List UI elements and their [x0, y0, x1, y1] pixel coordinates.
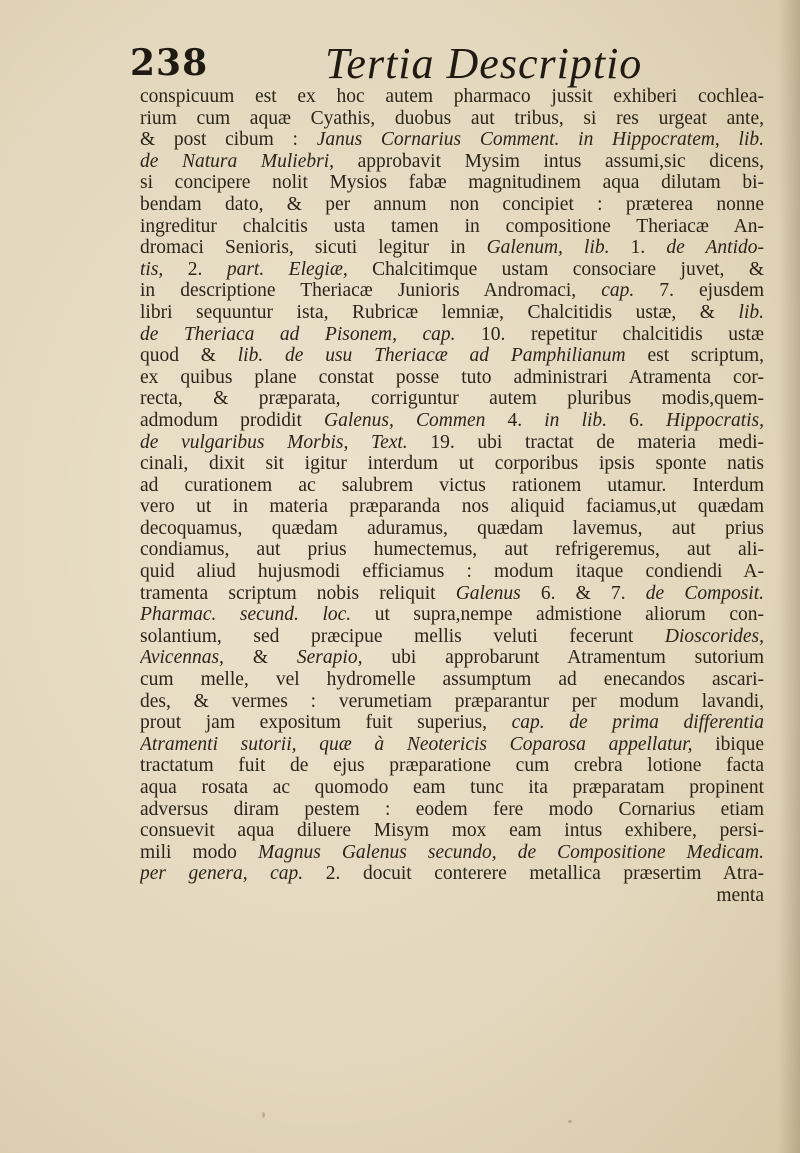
italic-text-run: in lib. — [544, 409, 608, 431]
italic-text-run: Magnus Galenus secundo, de Compositione Medicam. — [257, 841, 764, 863]
text-run: & — [223, 647, 297, 669]
text-run: 1. — [609, 237, 667, 259]
text-run: des, & vermes : verumetiam præparantur per modum lavandi, — [140, 690, 764, 712]
text-run: aqua rosata ac quomodo eam tunc ita præparatam propinent — [140, 777, 764, 798]
text-run: quod & — [140, 345, 238, 367]
text-run: 6. & 7. — [520, 582, 646, 604]
italic-text-run: Galenum, lib. — [486, 237, 610, 259]
text-line — [140, 885, 764, 907]
running-title: Tertia Descriptio — [325, 39, 643, 88]
text-run: adversus diram pestem : eodem fere modo Cornarius etiam — [140, 798, 764, 820]
text-run: libri sequuntur ista, Rubricæ lemniæ, Chalcitidis ustæ, & — [140, 301, 739, 323]
text-line — [140, 712, 764, 734]
italic-text-run: Dioscorides, — [664, 625, 764, 647]
text-run: & post cibum : — [140, 129, 317, 151]
italic-text-run: Pharmac. secund. loc. — [140, 604, 352, 626]
text-run: vero ut in materia præparanda nos aliquid faciamus,ut quædam — [140, 496, 764, 518]
text-line — [140, 367, 764, 389]
text-run: 10. repetitur chalcitidis ustæ — [455, 323, 764, 345]
text-line — [140, 129, 764, 151]
text-line — [140, 237, 764, 259]
italic-text-run: de Natura Muliebri, — [140, 150, 334, 172]
italic-text-run: cap. de prima differentia — [511, 712, 764, 734]
text-line — [140, 626, 764, 648]
text-line — [140, 345, 764, 367]
text-run: si concipere nolit Mysios fabæ magnitudinem aqua dilutam bi- — [140, 172, 764, 194]
text-line — [140, 324, 764, 346]
text-line — [140, 799, 764, 821]
text-line — [140, 734, 764, 756]
text-line — [140, 388, 764, 410]
text-run: 19. ubi tractat de materia medi- — [407, 431, 764, 453]
text-line — [140, 518, 764, 540]
italic-text-run: Serapio, — [296, 647, 363, 669]
text-run: admodum prodidit — [140, 409, 325, 431]
text-line — [140, 820, 764, 842]
text-line — [140, 453, 764, 475]
text-line — [140, 496, 764, 518]
body-text — [140, 86, 764, 1116]
text-line — [140, 86, 764, 108]
text-line — [140, 777, 764, 799]
text-line — [140, 863, 764, 885]
text-run: ibique — [692, 733, 764, 755]
text-run: 6. — [607, 409, 666, 431]
text-run: recta, & præparata, corriguntur autem pluribus modis,quem- — [140, 388, 764, 410]
italic-text-run: lib. — [738, 301, 764, 323]
text-line — [140, 755, 764, 777]
page-number: 238 — [130, 42, 209, 84]
text-run: ad curationem ac salubrem victus rationem utamur. Interdum — [140, 474, 764, 496]
text-line — [140, 151, 764, 173]
text-run: ubi approbarunt Atramentum sutorium — [362, 647, 764, 669]
text-line — [140, 216, 764, 238]
text-line — [140, 108, 764, 130]
italic-text-run: Galenus — [455, 582, 521, 604]
italic-text-run: lib. de usu Theriacæ ad Pamphilianum — [237, 345, 626, 367]
text-run: tramenta scriptum nobis reliquit — [140, 582, 456, 604]
text-run: dromaci Senioris, sicuti legitur in — [140, 237, 487, 259]
text-run: menta — [716, 884, 764, 906]
italic-text-run: tis, — [140, 258, 164, 280]
page-header — [130, 38, 770, 90]
text-run: 2. docuit conterere metallica præsertim Atra- — [303, 863, 764, 885]
text-line — [140, 604, 764, 626]
text-run: ut supra,nempe admistione aliorum con- — [351, 604, 764, 626]
italic-text-run: de Antido- — [666, 237, 764, 259]
text-run: 2. — [163, 258, 227, 280]
text-run: solantium, sed præcipue mellis veluti fecerunt — [140, 625, 665, 647]
text-line — [140, 842, 764, 864]
text-run: est scriptum, — [625, 345, 764, 367]
text-line — [140, 691, 764, 713]
italic-text-run: Atramenti sutorii, quæ à Neotericis Coparosa appellatur, — [140, 733, 693, 755]
text-run: mili modo — [140, 841, 258, 863]
text-run: in descriptione Theriacæ Junioris Andromaci, — [140, 280, 602, 302]
text-line — [140, 669, 764, 691]
scan-speck — [568, 1120, 572, 1123]
text-run: Chalcitimque ustam consociare juvet, & — [347, 258, 764, 280]
text-line — [140, 172, 764, 194]
italic-text-run: Hippocratis, — [665, 409, 764, 431]
italic-text-run: cap. — [601, 280, 635, 302]
italic-text-run: part. Elegiæ, — [226, 258, 348, 280]
text-line — [140, 302, 764, 324]
text-line — [140, 583, 764, 605]
text-run: tractatum fuit de ejus præparatione cum crebra lotione facta — [140, 755, 764, 777]
text-line — [140, 280, 764, 302]
scan-speck — [262, 1112, 265, 1118]
text-run: decoquamus, quædam aduramus, quædam lavemus, aut prius — [140, 517, 764, 539]
italic-text-run: Janus Cornarius Comment. in Hippocratem, lib. — [316, 129, 764, 151]
text-line — [140, 561, 764, 583]
text-run: rium cum aquæ Cyathis, duobus aut tribus, si res urgeat ante, — [140, 107, 764, 129]
text-line — [140, 432, 764, 454]
text-run: consuevit aqua diluere Misym mox eam intus exhibere, persi- — [140, 820, 764, 842]
text-line — [140, 647, 764, 669]
italic-text-run: Avicennas, — [140, 647, 224, 669]
italic-text-run: Galenus, Commen — [324, 409, 486, 431]
text-run: cinali, dixit sit igitur interdum ut corporibus ipsis sponte natis — [140, 453, 764, 475]
text-run: conspicuum est ex hoc autem pharmaco jussit exhiberi cochlea- — [140, 86, 764, 107]
text-line — [140, 475, 764, 497]
text-line — [140, 259, 764, 281]
text-run: condiamus, aut prius humectemus, aut refrigeremus, aut ali- — [140, 539, 764, 561]
italic-text-run: de Composit. — [645, 582, 764, 604]
italic-text-run: per genera, cap. — [140, 863, 304, 885]
text-run: approbavit Mysim intus assumi,sic dicens, — [334, 150, 764, 172]
text-run: bendam dato, & per annum non concipiet : præterea nonne — [140, 193, 764, 215]
text-run: 7. ejusdem — [634, 280, 764, 302]
text-run: quid aliud hujusmodi efficiamus : modum itaque condiendi A- — [140, 561, 764, 583]
text-line — [140, 410, 764, 432]
italic-text-run: de Theriaca ad Pisonem, cap. — [140, 323, 456, 345]
text-run: 4. — [485, 409, 545, 431]
text-run: ex quibus plane constat posse tuto administrari Atramenta cor- — [140, 366, 764, 388]
text-run: cum melle, vel hydromelle assumptum ad enecandos ascari- — [140, 669, 764, 691]
text-line — [140, 539, 764, 561]
text-line — [140, 194, 764, 216]
text-run: prout jam expositum fuit superius, — [140, 712, 512, 734]
italic-text-run: de vulgaribus Morbis, Text. — [140, 431, 408, 453]
text-run: ingreditur chalcitis usta tamen in compositione Theriacæ An- — [140, 215, 764, 237]
